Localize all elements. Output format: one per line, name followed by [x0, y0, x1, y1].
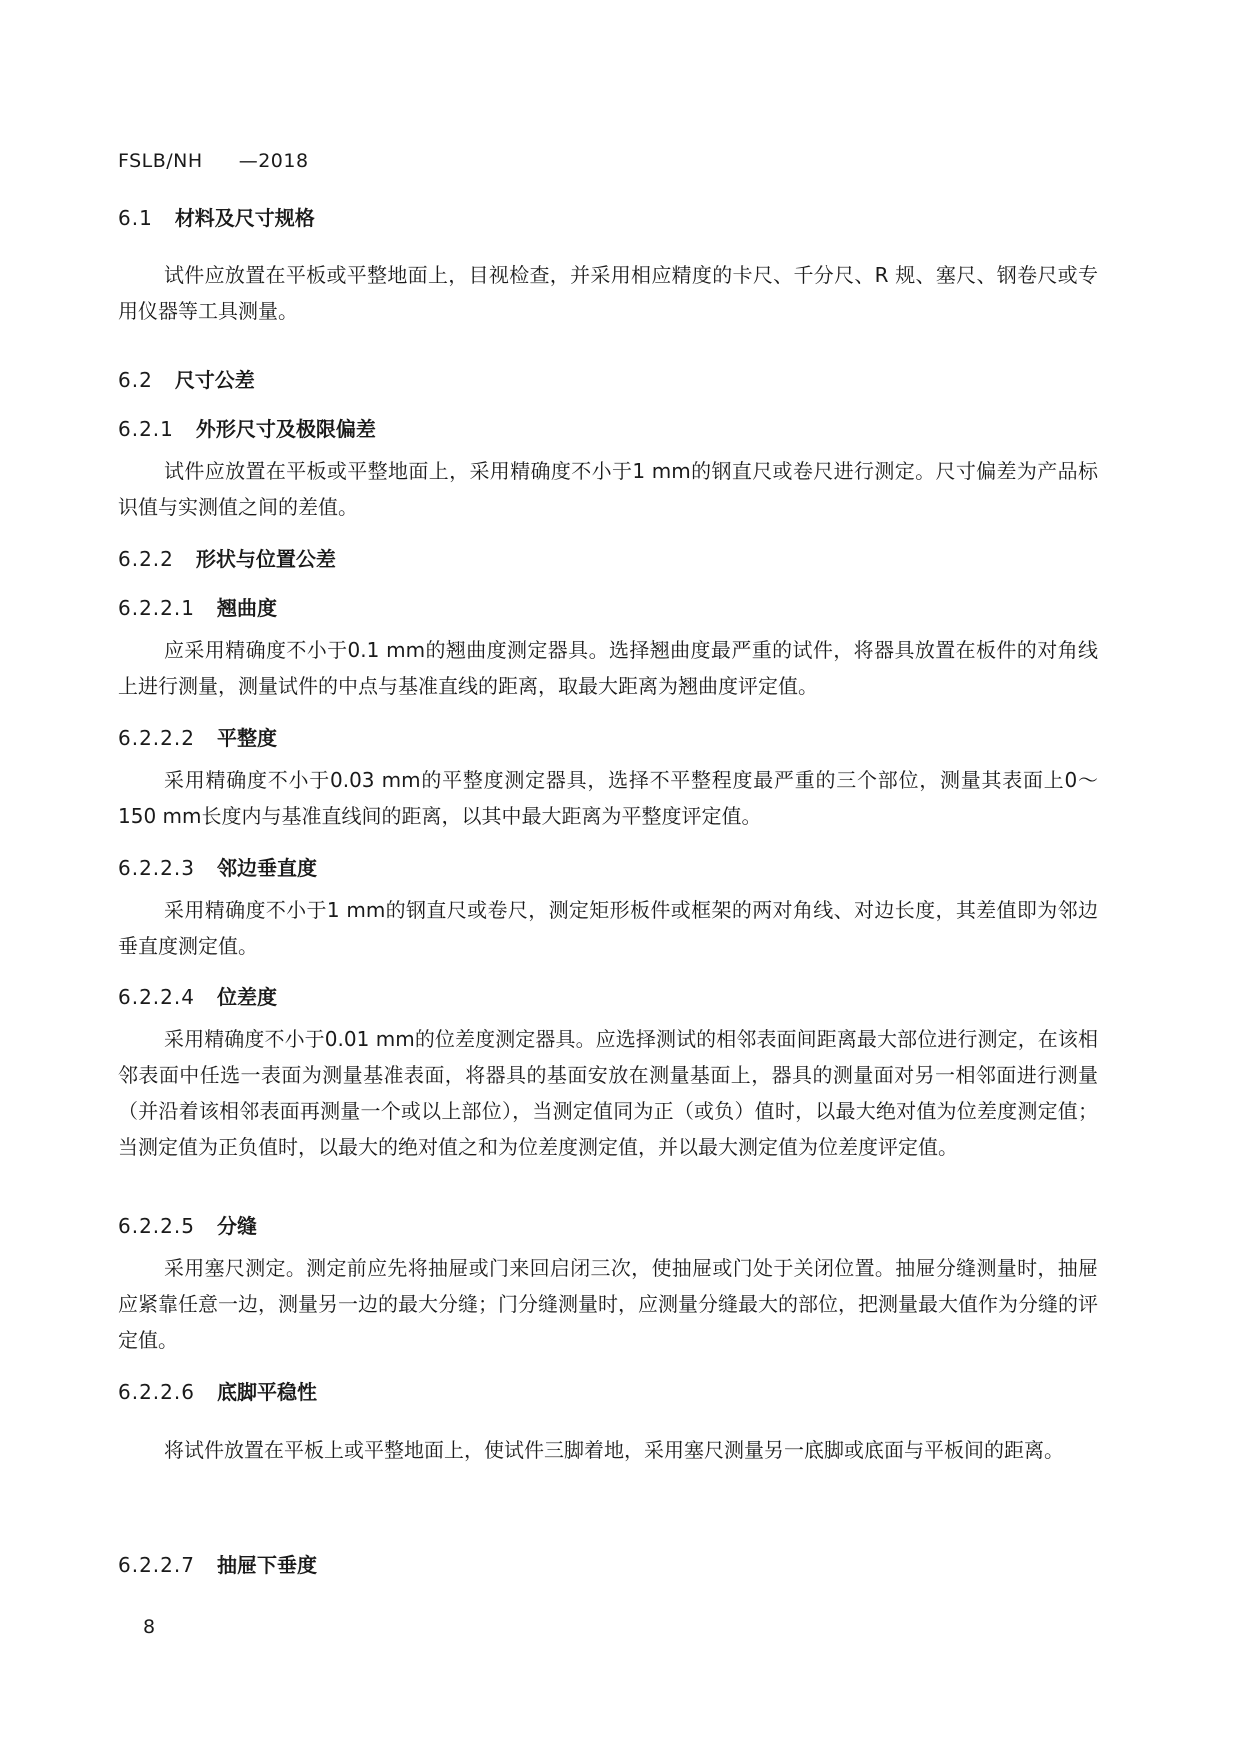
- section-title: 平整度: [216, 726, 277, 750]
- section-number: 6.2.2: [118, 547, 174, 571]
- section-title: 抽屉下垂度: [216, 1553, 317, 1577]
- section-title: 位差度: [216, 985, 277, 1009]
- section-title: 形状与位置公差: [195, 547, 336, 571]
- paragraph-6-2-2-5: 采用塞尺测定。测定前应先将抽屉或门来回启闭三次，使抽屉或门处于关闭位置。抽屉分缝测量时，抽屉应紧靠任意一边，测量另一边的最大分缝；门分缝测量时，应测量分缝最大的部位，把测量最大值作为分缝的评定值。: [118, 1256, 1098, 1352]
- section-title: 外形尺寸及极限偏差: [195, 417, 376, 441]
- section-number: 6.2.2.6: [118, 1380, 195, 1404]
- section-number: 6.2.2.5: [118, 1214, 195, 1238]
- section-number: 6.2.2.2: [118, 726, 195, 750]
- section-heading-6-2-2-6: [118, 1376, 317, 1405]
- paragraph-6-2-2-2: 采用精确度不小于0.03 mm的平整度测定器具，选择不平整程度最严重的三个部位，测量其表面上0～150 mm长度内与基准直线间的距离，以其中最大距离为平整度评定值。: [118, 768, 1098, 828]
- section-number: 6.2.2.3: [118, 856, 195, 880]
- section-heading-6-2-1: [118, 413, 376, 442]
- standard-header: [118, 150, 309, 172]
- section-heading-6-2-2-7: [118, 1549, 317, 1578]
- section-heading-6-2-2-1: [118, 592, 277, 621]
- paragraph-6-2-1: 试件应放置在平板或平整地面上，采用精确度不小于1 mm的钢直尺或卷尺进行测定。尺寸偏差为产品标识值与实测值之间的差值。: [118, 459, 1098, 519]
- section-heading-6-1: [118, 202, 315, 231]
- section-number: 6.2.2.7: [118, 1553, 195, 1577]
- paragraph-6-2-2-3: 采用精确度不小于1 mm的钢直尺或卷尺，测定矩形板件或框架的两对角线、对边长度，其差值即为邻边垂直度测定值。: [118, 898, 1098, 958]
- paragraph-6-1: 试件应放置在平板或平整地面上，目视检查，并采用相应精度的卡尺、千分尺、R 规、塞尺、钢卷尺或专用仪器等工具测量。: [118, 263, 1098, 323]
- paragraph-6-2-2-1: 应采用精确度不小于0.1 mm的翘曲度测定器具。选择翘曲度最严重的试件，将器具放置在板件的对角线上进行测量，测量试件的中点与基准直线的距离，取最大距离为翘曲度评定值。: [118, 638, 1098, 698]
- standard-year: —2018: [238, 150, 309, 172]
- section-heading-6-2-2: [118, 543, 336, 572]
- section-title: 翘曲度: [216, 596, 277, 620]
- section-number: 6.2.1: [118, 417, 174, 441]
- section-number: 6.2: [118, 368, 153, 392]
- section-heading-6-2-2-2: [118, 722, 277, 751]
- standard-code: FSLB/NH: [118, 150, 203, 172]
- section-title: 底脚平稳性: [216, 1380, 317, 1404]
- section-title: 分缝: [216, 1214, 257, 1238]
- paragraph-6-2-2-6: 将试件放置在平板上或平整地面上，使试件三脚着地，采用塞尺测量另一底脚或底面与平板间的距离。: [164, 1438, 1064, 1462]
- section-number: 6.2.2.4: [118, 985, 195, 1009]
- section-heading-6-2-2-5: [118, 1210, 257, 1239]
- section-title: 邻边垂直度: [216, 856, 317, 880]
- section-number: 6.2.2.1: [118, 596, 195, 620]
- section-heading-6-2-2-3: [118, 852, 317, 881]
- section-heading-6-2: [118, 364, 255, 393]
- paragraph-6-2-2-4: 采用精确度不小于0.01 mm的位差度测定器具。应选择测试的相邻表面间距离最大部位进行测定，在该相邻表面中任选一表面为测量基准表面，将器具的基面安放在测量基面上，器具的测量面对另一相邻面进行测量（并沿着该相邻表面再测量一个或以上部位），当测定值同为正（或负）值时，以最大绝对值为位差度测定值；当测定值为正负值时，以最大的绝对值之和为位差度测定值，并以最大测定值为位差度评定值。: [118, 1027, 1098, 1159]
- section-title: 尺寸公差: [174, 368, 255, 392]
- page-number: 8: [143, 1616, 156, 1638]
- section-heading-6-2-2-4: [118, 981, 277, 1010]
- section-number: 6.1: [118, 206, 153, 230]
- section-title: 材料及尺寸规格: [174, 206, 315, 230]
